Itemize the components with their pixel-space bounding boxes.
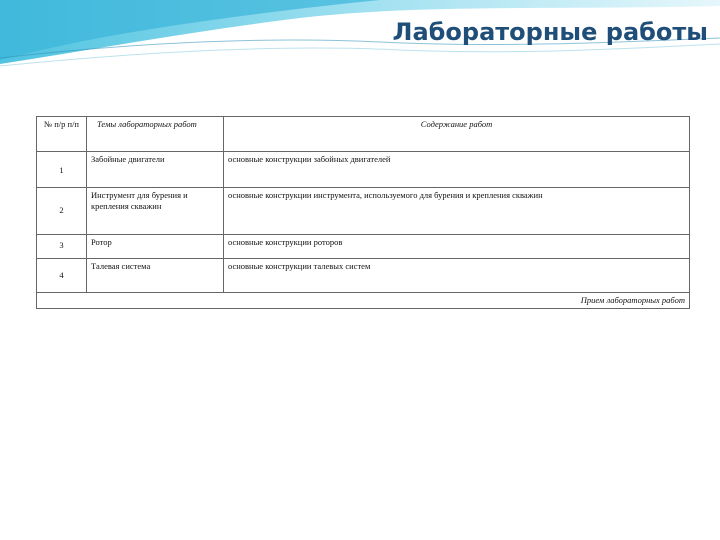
row-number-cell bbox=[37, 235, 87, 259]
row-content: основные конструкции талевых систем bbox=[224, 259, 690, 293]
row-topic: Ротор bbox=[87, 235, 224, 259]
slide-title: Лабораторные работы bbox=[392, 18, 708, 46]
row-number: 4 bbox=[59, 270, 64, 280]
row-topic: Инструмент для бурения и крепления скважин bbox=[87, 188, 224, 235]
table-header-row bbox=[37, 117, 690, 152]
row-content: основные конструкции инструмента, используемого для бурения и крепления скважин bbox=[224, 188, 690, 235]
header-content: Содержание работ bbox=[224, 117, 690, 152]
row-topic: Забойные двигатели bbox=[87, 152, 224, 188]
table-row bbox=[37, 259, 690, 293]
lab-works-table bbox=[36, 116, 690, 309]
footer-text: Прием лабораторных работ bbox=[37, 293, 690, 309]
row-number: 2 bbox=[59, 205, 64, 215]
row-number: 1 bbox=[59, 165, 64, 175]
table-row bbox=[37, 188, 690, 235]
table-row bbox=[37, 152, 690, 188]
table-footer-row bbox=[37, 293, 690, 309]
row-content: основные конструкции роторов bbox=[224, 235, 690, 259]
row-number-cell bbox=[37, 152, 87, 188]
header-topic: Темы лабораторных работ bbox=[87, 117, 224, 152]
header-number: № п/р п/п bbox=[37, 117, 87, 152]
row-number-cell bbox=[37, 188, 87, 235]
row-topic: Талевая система bbox=[87, 259, 224, 293]
row-number: 3 bbox=[59, 240, 64, 250]
table-row bbox=[37, 235, 690, 259]
row-content: основные конструкции забойных двигателей bbox=[224, 152, 690, 188]
row-number-cell bbox=[37, 259, 87, 293]
